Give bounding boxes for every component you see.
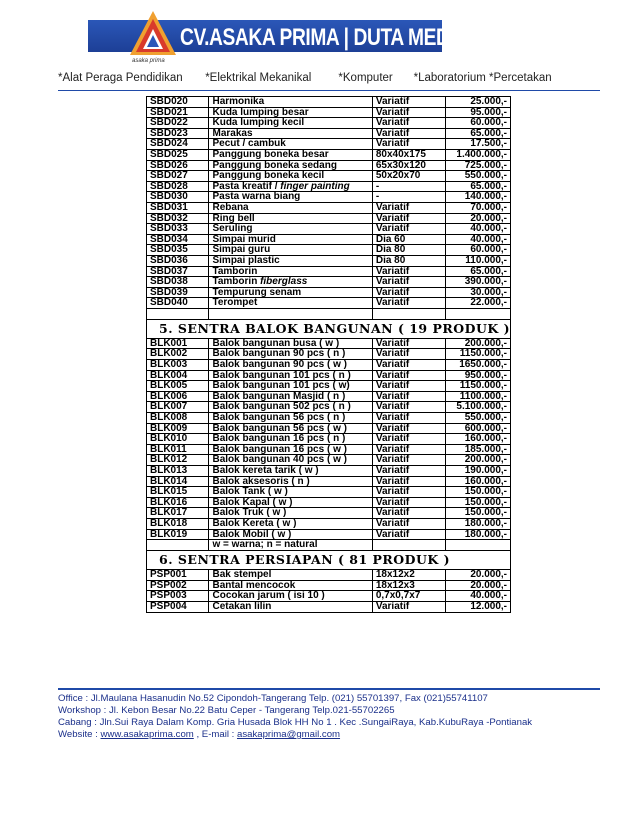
- product-price: 20.000,-: [446, 213, 511, 224]
- product-price: 150.000,-: [446, 487, 511, 498]
- product-size: 18x12x2: [372, 570, 445, 581]
- product-code: SBD023: [147, 128, 209, 139]
- product-row: [147, 192, 511, 203]
- product-code: BLK017: [147, 508, 209, 519]
- product-name: [209, 277, 372, 288]
- product-code: BLK011: [147, 444, 209, 455]
- product-price: 65.000,-: [446, 266, 511, 277]
- product-price: 40.000,-: [446, 224, 511, 235]
- product-code: SBD020: [147, 97, 209, 108]
- product-name: [209, 181, 372, 192]
- website-label: Website :: [58, 729, 101, 740]
- logo-caption: asaka prima: [132, 58, 165, 64]
- product-size: Variatif: [372, 444, 445, 455]
- product-row: [147, 107, 511, 118]
- product-price: 140.000,-: [446, 192, 511, 203]
- product-code: SBD030: [147, 192, 209, 203]
- product-size: Variatif: [372, 202, 445, 213]
- product-price: 30.000,-: [446, 287, 511, 298]
- product-size: Dia 80: [372, 255, 445, 266]
- product-name: Kuda lumping kecil: [209, 118, 372, 129]
- product-price: 70.000,-: [446, 202, 511, 213]
- product-name: Panggung boneka kecil: [209, 171, 372, 182]
- section-heading-row: [147, 551, 511, 570]
- product-price: 390.000,-: [446, 277, 511, 288]
- tagline-item: *Elektrikal Mekanikal: [205, 72, 312, 84]
- product-size: Variatif: [372, 381, 445, 392]
- product-row: [147, 466, 511, 477]
- product-row: [147, 570, 511, 581]
- product-price: 1650.000,-: [446, 360, 511, 371]
- product-name: Tamborin: [209, 266, 372, 277]
- product-size: Variatif: [372, 466, 445, 477]
- product-price: 1150.000,-: [446, 349, 511, 360]
- product-price: 5.100.000,-: [446, 402, 511, 413]
- product-row: [147, 181, 511, 192]
- product-size: Variatif: [372, 224, 445, 235]
- product-name: Simpai plastic: [209, 255, 372, 266]
- product-name: Balok bangunan 16 pcs ( n ): [209, 434, 372, 445]
- product-code: SBD034: [147, 234, 209, 245]
- product-size: Variatif: [372, 455, 445, 466]
- product-row: [147, 160, 511, 171]
- product-name: Balok bangunan 40 pcs ( w ): [209, 455, 372, 466]
- product-name: Balok bangunan 101 pcs ( n ): [209, 370, 372, 381]
- product-size: Variatif: [372, 349, 445, 360]
- product-price: 65.000,-: [446, 181, 511, 192]
- product-size: Variatif: [372, 370, 445, 381]
- product-price: 95.000,-: [446, 107, 511, 118]
- product-price: 1150.000,-: [446, 381, 511, 392]
- product-name: Kuda lumping besar: [209, 107, 372, 118]
- product-size: Variatif: [372, 508, 445, 519]
- product-code: BLK016: [147, 497, 209, 508]
- product-name: Tempurung senam: [209, 287, 372, 298]
- product-size: Variatif: [372, 118, 445, 129]
- product-size: Dia 60: [372, 234, 445, 245]
- product-code: BLK004: [147, 370, 209, 381]
- product-row: [147, 266, 511, 277]
- product-name: Terompet: [209, 298, 372, 309]
- header-divider: [58, 90, 600, 91]
- product-code: SBD028: [147, 181, 209, 192]
- product-size: Variatif: [372, 107, 445, 118]
- workshop-address: Workshop : Jl. Kebon Besar No.22 Batu Ceper - Tangerang Telp.021-55702265: [58, 705, 395, 716]
- email-label: , E-mail :: [193, 729, 237, 740]
- product-row: [147, 455, 511, 466]
- section-6-rows: [147, 570, 511, 612]
- tagline: [58, 72, 552, 84]
- product-row: [147, 591, 511, 602]
- product-code: SBD024: [147, 139, 209, 150]
- product-row: [147, 402, 511, 413]
- section-4-rows: [147, 97, 511, 309]
- product-name: Seruling: [209, 224, 372, 235]
- company-name: CV.ASAKA PRIMA | DUTA MEDIA GROUP: [180, 24, 541, 51]
- tagline-item: *Laboratorium *Percetakan: [413, 72, 552, 84]
- product-size: Variatif: [372, 298, 445, 309]
- product-code: SBD038: [147, 277, 209, 288]
- product-size: Variatif: [372, 518, 445, 529]
- product-price: 1.400.000,-: [446, 149, 511, 160]
- product-price: 190.000,-: [446, 466, 511, 477]
- letterhead: [0, 0, 638, 100]
- product-size: Variatif: [372, 476, 445, 487]
- product-size: Variatif: [372, 287, 445, 298]
- product-name: Rebana: [209, 202, 372, 213]
- product-code: BLK012: [147, 455, 209, 466]
- product-size: Dia 80: [372, 245, 445, 256]
- footer-contact: [58, 693, 532, 741]
- product-name: Balok bangunan Masjid ( n ): [209, 391, 372, 402]
- product-code: BLK003: [147, 360, 209, 371]
- product-price: 160.000,-: [446, 476, 511, 487]
- product-price: 150.000,-: [446, 497, 511, 508]
- product-price: 25.000,-: [446, 97, 511, 108]
- product-code: SBD021: [147, 107, 209, 118]
- product-code: BLK006: [147, 391, 209, 402]
- product-name: Pasta warna biang: [209, 192, 372, 203]
- product-name-italic: finger painting: [280, 180, 350, 192]
- product-code: BLK013: [147, 466, 209, 477]
- product-size: -: [372, 192, 445, 203]
- product-row: [147, 118, 511, 129]
- product-price: 185.000,-: [446, 444, 511, 455]
- product-row: [147, 338, 511, 349]
- product-size: Variatif: [372, 360, 445, 371]
- product-row: [147, 245, 511, 256]
- product-price: 1100.000,-: [446, 391, 511, 402]
- product-code: BLK014: [147, 476, 209, 487]
- product-code: BLK009: [147, 423, 209, 434]
- product-size: -: [372, 181, 445, 192]
- office-address: Office : Jl.Maulana Hasanudin No.52 Cipondoh-Tangerang Telp. (021) 55701397, Fax (021)55741107: [58, 693, 488, 704]
- product-row: [147, 224, 511, 235]
- product-price: 22.000,-: [446, 298, 511, 309]
- product-price: 20.000,-: [446, 580, 511, 591]
- product-row: [147, 497, 511, 508]
- product-code: BLK007: [147, 402, 209, 413]
- product-name: Balok bangunan 502 pcs ( n ): [209, 402, 372, 413]
- product-code: BLK001: [147, 338, 209, 349]
- product-price: 550.000,-: [446, 171, 511, 182]
- product-size: Variatif: [372, 402, 445, 413]
- product-name: Balok bangunan 90 pcs ( n ): [209, 349, 372, 360]
- product-size: Variatif: [372, 277, 445, 288]
- product-row: [147, 255, 511, 266]
- asaka-prima-logo-icon: [128, 9, 178, 59]
- product-size: Variatif: [372, 391, 445, 402]
- product-price: 550.000,-: [446, 413, 511, 424]
- legend-row: [147, 540, 511, 551]
- product-row: [147, 529, 511, 540]
- product-code: BLK008: [147, 413, 209, 424]
- product-name: Balok Tank ( w ): [209, 487, 372, 498]
- product-size: Variatif: [372, 423, 445, 434]
- product-price: 17.500,-: [446, 139, 511, 150]
- product-name: Balok Kereta ( w ): [209, 518, 372, 529]
- product-size: 65x30x120: [372, 160, 445, 171]
- product-name: Harmonika: [209, 97, 372, 108]
- product-price: 200.000,-: [446, 455, 511, 466]
- product-code: SBD037: [147, 266, 209, 277]
- product-row: [147, 508, 511, 519]
- product-name-italic: fiberglass: [260, 276, 308, 288]
- product-name: Simpai murid: [209, 234, 372, 245]
- product-code: BLK002: [147, 349, 209, 360]
- product-size: Variatif: [372, 529, 445, 540]
- product-name: Balok aksesoris ( n ): [209, 476, 372, 487]
- product-price: 200.000,-: [446, 338, 511, 349]
- product-price: 20.000,-: [446, 570, 511, 581]
- product-name: Cocokan jarum ( isi 10 ): [209, 591, 372, 602]
- product-code: BLK015: [147, 487, 209, 498]
- product-row: [147, 434, 511, 445]
- product-code: SBD033: [147, 224, 209, 235]
- product-row: [147, 476, 511, 487]
- product-row: [147, 213, 511, 224]
- product-row: [147, 423, 511, 434]
- tagline-item: *Komputer: [338, 72, 393, 84]
- product-size: Variatif: [372, 128, 445, 139]
- product-price: 60.000,-: [446, 118, 511, 129]
- product-code: PSP003: [147, 591, 209, 602]
- product-size: Variatif: [372, 434, 445, 445]
- product-size: Variatif: [372, 338, 445, 349]
- product-code: PSP004: [147, 601, 209, 612]
- product-row: [147, 444, 511, 455]
- product-code: PSP001: [147, 570, 209, 581]
- product-name: Balok Mobil ( w ): [209, 529, 372, 540]
- product-name: Balok bangunan 56 pcs ( w ): [209, 423, 372, 434]
- product-row: [147, 202, 511, 213]
- product-code: SBD022: [147, 118, 209, 129]
- product-name: Balok bangunan 56 pcs ( n ): [209, 413, 372, 424]
- product-name: Bantal mencocok: [209, 580, 372, 591]
- product-size: Variatif: [372, 487, 445, 498]
- product-size: Variatif: [372, 97, 445, 108]
- product-name: Marakas: [209, 128, 372, 139]
- section-title-balok: 5. SENTRA BALOK BANGUNAN ( 19 PRODUK ): [147, 319, 511, 338]
- product-name: Balok bangunan 16 pcs ( w ): [209, 444, 372, 455]
- product-name: Simpai guru: [209, 245, 372, 256]
- product-size: Variatif: [372, 413, 445, 424]
- product-price: 150.000,-: [446, 508, 511, 519]
- product-size: Variatif: [372, 139, 445, 150]
- product-price: 60.000,-: [446, 245, 511, 256]
- product-code: SBD040: [147, 298, 209, 309]
- product-row: [147, 287, 511, 298]
- branch-address: Cabang : Jln.Sui Raya Dalam Komp. Gria Husada Blok HH No 1 . Kec .SungaiRaya, Kab.KubuRaya -Pontianak: [58, 717, 533, 728]
- website-link[interactable]: www.asakaprima.com: [100, 729, 194, 740]
- product-price: 65.000,-: [446, 128, 511, 139]
- product-row: [147, 580, 511, 591]
- product-code: BLK005: [147, 381, 209, 392]
- section-heading-row: [147, 319, 511, 338]
- product-name: Balok bangunan 90 pcs ( w ): [209, 360, 372, 371]
- product-size: 50x20x70: [372, 171, 445, 182]
- product-name: Balok Kapal ( w ): [209, 497, 372, 508]
- product-code: BLK010: [147, 434, 209, 445]
- product-size: 18x12x3: [372, 580, 445, 591]
- product-row: [147, 277, 511, 288]
- product-code: SBD025: [147, 149, 209, 160]
- product-code: SBD039: [147, 287, 209, 298]
- tagline-item: *Alat Peraga Pendidikan: [58, 72, 183, 84]
- product-code: BLK018: [147, 518, 209, 529]
- product-size: 80x40x175: [372, 149, 445, 160]
- product-row: [147, 128, 511, 139]
- product-name-text: Pasta kreatif /: [212, 180, 281, 192]
- product-price: 600.000,-: [446, 423, 511, 434]
- product-price: 950.000,-: [446, 370, 511, 381]
- product-name: Balok bangunan 101 pcs ( w): [209, 381, 372, 392]
- product-price: 180.000,-: [446, 518, 511, 529]
- product-row: [147, 518, 511, 529]
- product-size: Variatif: [372, 266, 445, 277]
- product-size: Variatif: [372, 213, 445, 224]
- email-link[interactable]: asakaprima@gmail.com: [236, 729, 341, 740]
- product-code: PSP002: [147, 580, 209, 591]
- product-name: Panggung boneka besar: [209, 149, 372, 160]
- product-size: Variatif: [372, 601, 445, 612]
- product-row: [147, 370, 511, 381]
- product-row: [147, 349, 511, 360]
- product-name: Balok Truk ( w ): [209, 508, 372, 519]
- product-code: SBD032: [147, 213, 209, 224]
- product-name: Balok kereta tarik ( w ): [209, 466, 372, 477]
- contact-line: [58, 729, 532, 741]
- product-price: 110.000,-: [446, 255, 511, 266]
- product-row: [147, 601, 511, 612]
- product-name: Ring bell: [209, 213, 372, 224]
- product-price: 12.000,-: [446, 601, 511, 612]
- product-price: 40.000,-: [446, 591, 511, 602]
- product-row: [147, 149, 511, 160]
- product-code: SBD035: [147, 245, 209, 256]
- product-name: Bak stempel: [209, 570, 372, 581]
- price-list-table: [146, 96, 511, 613]
- section-title-persiapan: 6. SENTRA PERSIAPAN ( 81 PRODUK ): [147, 551, 511, 570]
- product-code: SBD026: [147, 160, 209, 171]
- product-code: SBD036: [147, 255, 209, 266]
- product-price: 725.000,-: [446, 160, 511, 171]
- product-size: 0,7x0,7x7: [372, 591, 445, 602]
- product-row: [147, 139, 511, 150]
- product-price: 180.000,-: [446, 529, 511, 540]
- footer-divider: [58, 688, 600, 690]
- product-name: Panggung boneka sedang: [209, 160, 372, 171]
- product-row: [147, 360, 511, 371]
- product-code: SBD027: [147, 171, 209, 182]
- product-name: Cetakan lilin: [209, 601, 372, 612]
- product-row: [147, 298, 511, 309]
- product-row: [147, 381, 511, 392]
- product-name-text: Tamborin: [212, 276, 261, 288]
- legend-note: w = warna; n = natural: [209, 540, 372, 551]
- product-code: BLK019: [147, 529, 209, 540]
- section-5-rows: [147, 338, 511, 539]
- product-row: [147, 487, 511, 498]
- blank-row: [147, 308, 511, 319]
- product-name: Pecut / cambuk: [209, 139, 372, 150]
- product-row: [147, 97, 511, 108]
- product-name: Balok bangunan busa ( w ): [209, 338, 372, 349]
- product-row: [147, 391, 511, 402]
- product-price: 160.000,-: [446, 434, 511, 445]
- product-row: [147, 413, 511, 424]
- product-row: [147, 171, 511, 182]
- product-price: 40.000,-: [446, 234, 511, 245]
- product-row: [147, 234, 511, 245]
- product-size: Variatif: [372, 497, 445, 508]
- product-code: SBD031: [147, 202, 209, 213]
